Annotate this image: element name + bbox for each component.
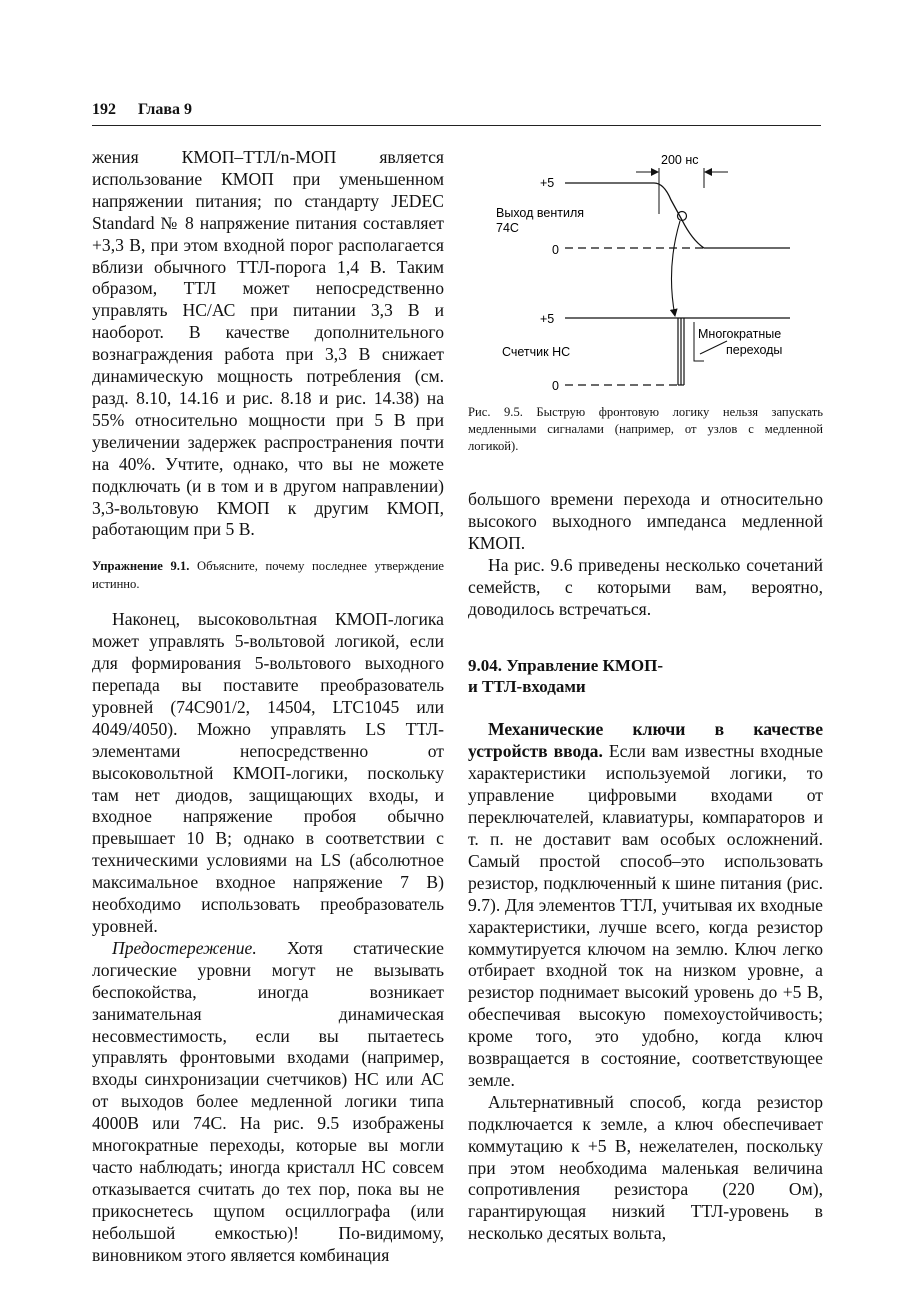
subsection-title: Механические ключи в качестве устройств ввода. xyxy=(468,719,823,762)
top-zero-label: 0 xyxy=(552,243,559,257)
multiple-transitions xyxy=(678,318,684,385)
section-heading xyxy=(468,655,823,697)
bottom-signal-label: Счетчик НС xyxy=(502,345,571,359)
bottom-zero-label: 0 xyxy=(552,379,559,393)
annotation-line-2: переходы xyxy=(726,343,783,357)
exercise-text: Объясните, почему последнее утверждение истинно. xyxy=(92,559,444,592)
chapter-title: Глава 9 xyxy=(138,101,192,118)
header-rule xyxy=(92,125,821,126)
bottom-plus5-label: +5 xyxy=(540,312,555,326)
paragraph: жения КМОП–ТТЛ/n-МОП является использование КМОП при уменьшенном напряжении питания; по стандарту JEDEC Standard № 8 напряжение питания составляет +3,3 В, при этом входной порог располагается вблизи обычного ТТЛ-порога 1,4 В. Таким образом, ТТЛ может непосредственно управлять НС/АС при питании 3,3 В и наоборот. В качестве дополнительного вознаграждения работа при 3,3 В снижает динамическую мощность потребления (см. разд. 8.10, 14.16 и рис. 8.18 и рис. 14.38) на 55% относительно мощности при 5 В при увеличении задержек распространения почти на 40%. Учтите, однако, что вы не можете подключать (и в том и в другом направлении) 3,3-вольтовую КМОП к другим КМОП, работающим при 5 В. xyxy=(92,147,444,540)
paragraph xyxy=(468,719,823,1091)
section-heading-line-1: 9.04. Управление КМОП- xyxy=(468,656,663,676)
caution-label: Предостережение. xyxy=(112,937,257,958)
subsection-text: Если вам известны входные характеристики используемой логики, то управление цифровыми входами от переключателей, клавиатуры, компараторов и т. п. не доставит вам особых осложнений. Самый простой способ–это использовать резистор, подключенный к шине питания (рис. 9.7). Для элементов ТТЛ, учитывая их входные характеристики, лучше всего, когда резистор коммутируется ключом на землю. Ключ легко отбирает входной ток на низком уровне, а резистор поднимает высокий уровень до +5 В, обеспечивая высокую помехоустойчивость; кроме того, это удобно, когда ключ возвращается в состояние, соответствующее земле. xyxy=(468,741,823,1090)
top-signal-label-1: Выход вентиля xyxy=(496,206,585,220)
paragraph xyxy=(92,938,444,1267)
page-header xyxy=(92,101,192,119)
exercise xyxy=(92,557,444,593)
paragraph: Альтернативный способ, когда резистор подключается к земле, а ключ обеспечивает коммутацию к +5 В, нежелателен, поскольку при этом необходима маленькая величина сопротивления резистора (220 Ом), гарантирующая низкий ТТЛ-уровень в несколько десятых вольта, xyxy=(468,1091,823,1244)
page-number: 192 xyxy=(92,101,116,118)
paragraph: На рис. 9.6 приведены несколько сочетаний семейств, с которыми вам, вероятно, доводилось встречаться. xyxy=(468,554,823,619)
figure-caption: Рис. 9.5. Быструю фронтовую логику нельзя запускать медленными сигналами (например, от узлов с медленной логикой). xyxy=(468,405,823,453)
exercise-label: Упражнение 9.1. xyxy=(92,559,190,574)
figure-9-5 xyxy=(468,148,823,403)
right-column xyxy=(468,489,823,1245)
timing-diagram xyxy=(468,148,823,403)
section-heading-line-2: и ТТЛ-входами xyxy=(468,677,586,697)
caution-text: Хотя статические логические уровни могут не вызывать беспокойства, иногда возникает занимательная динамическая несовместимость, если вы пытаетесь управлять фронтовыми входами (например, входы синхронизации счетчиков) НС или АС от выходов более медленной логики типа 4000В или 74С. На рис. 9.5 изображены многократные переходы, которые вы могли часто наблюдать; иногда кристалл НС совсем отказывается считать до тех пор, пока вы не прикоснетесь щупом осциллографа (или небольшой емкостью)! По-видимому, виновником этого является комбинация xyxy=(92,937,444,1265)
time-label: 200 нс xyxy=(661,153,699,167)
left-column xyxy=(92,147,444,1267)
cause-arrow xyxy=(671,221,680,316)
top-plus5-label: +5 xyxy=(540,176,555,190)
top-signal-label-2: 74С xyxy=(496,221,519,235)
paragraph: большого времени перехода и относительно высокого выходного импеданса медленной КМОП. xyxy=(468,489,823,553)
paragraph: Наконец, высоковольтная КМОП-логика может управлять 5-вольтовой логикой, если для формирования 5-вольтового выходного перепада вы поставите преобразователь уровней (74С901/2, 14504, LTC1045 или 4049/4050). Можно управлять LS ТТЛ-элементами непосредственно от высоковольтной КМОП-логики, поскольку там нет диодов, защищающих входы, и входное напряжение пробоя обычно превышает 10 В; однако в соответствии с техническими условиями на LS (абсолютное максимальное входное напряжение 7 В) необходимо использовать преобразователь уровней. xyxy=(92,609,444,936)
annotation-leader xyxy=(700,341,727,354)
annotation-line-1: Многократные xyxy=(698,327,782,341)
